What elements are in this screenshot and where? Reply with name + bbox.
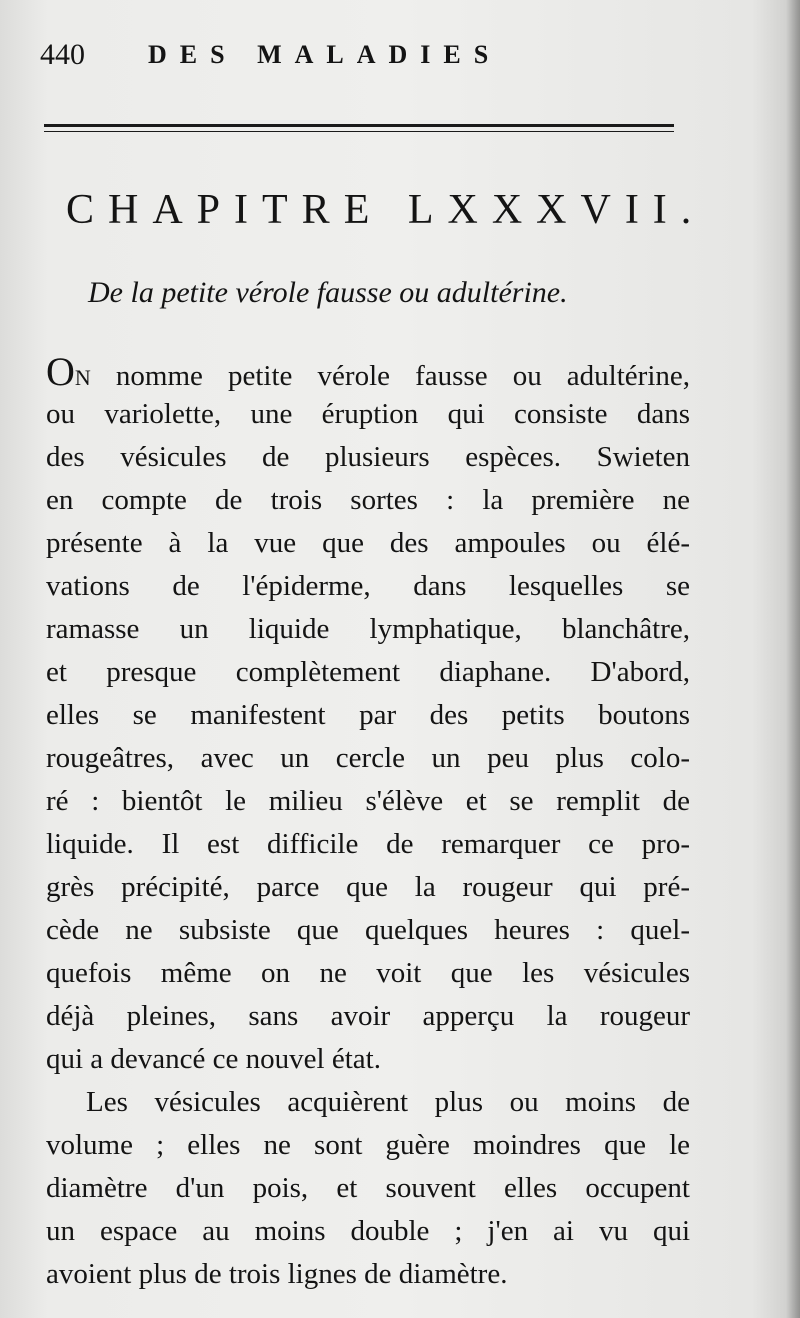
text-line: vations de l'épiderme, dans lesquelles se [46,570,690,602]
initial-small-caps: N [74,365,91,390]
text-line: qui a devancé ce nouvel état. [46,1043,381,1075]
page-number: 440 [40,38,85,71]
text-line [46,350,690,393]
text-line: présente à la vue que des ampoules ou élé- [46,527,690,559]
text-line-content: nomme petite vérole fausse ou adultérine, [115,360,691,392]
text-line: et presque complètement diaphane. D'abord, [46,656,690,688]
text-line: volume ; elles ne sont guère moindres que le [46,1129,690,1161]
text-line: elles se manifestent par des petits boutons [46,699,690,731]
text-line: cède ne subsiste que quelques heures : quel- [46,914,690,946]
text-line: diamètre d'un pois, et souvent elles occupent [46,1172,690,1204]
header-rule-thin [44,131,674,132]
text-line: ramasse un liquide lymphatique, blanchâtre, [46,613,690,645]
header-rule [44,124,674,127]
text-line: Les vésicules acquièrent plus ou moins de [86,1086,690,1118]
text-line: avoient plus de trois lignes de diamètre. [46,1258,508,1290]
text-line: des vésicules de plusieurs espèces. Swieten [46,441,690,473]
text-line: ré : bientôt le milieu s'élève et se remplit de [46,785,690,817]
text-line: ou variolette, une éruption qui consiste dans [46,398,690,430]
initial-letter: O [46,349,75,394]
chapter-subtitle: De la petite vérole fausse ou adultérine. [88,276,568,309]
text-line: grès précipité, parce que la rougeur qui pré- [46,871,690,903]
text-line: rougeâtres, avec un cercle un peu plus colo- [46,742,690,774]
text-line: en compte de trois sortes : la première ne [46,484,690,516]
text-line: un espace au moins double ; j'en ai vu qui [46,1215,690,1247]
chapter-heading: CHAPITRE LXXXVII. [66,187,706,233]
running-title: DES MALADIES [148,40,502,69]
text-line: déjà pleines, sans avoir apperçu la rougeur [46,1000,690,1032]
text-line: quefois même on ne voit que les vésicules [46,957,690,989]
page-edge-shadow [786,0,800,1318]
running-head [40,38,640,82]
text-line: liquide. Il est difficile de remarquer ce pro- [46,828,690,860]
body-text [46,350,690,1296]
